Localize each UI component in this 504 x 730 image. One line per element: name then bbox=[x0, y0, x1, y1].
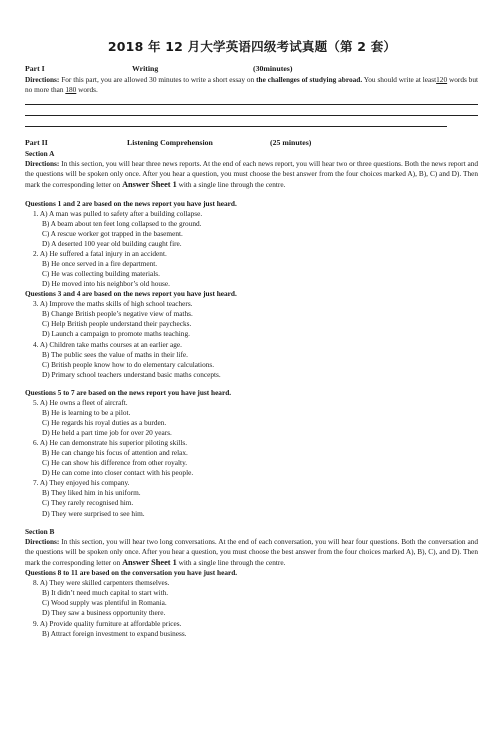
part-label: Part I bbox=[25, 64, 45, 73]
question-group-heading: Questions 5 to 7 are based on the news report you have just heard. bbox=[25, 387, 232, 397]
directions-text: words. bbox=[78, 85, 98, 95]
question-option: D) He can come into closer contact with his people. bbox=[42, 468, 194, 478]
directions-text: In this section, you will hear three news reports. At the end of each news report, you will hear two or three questions. Both the news report and the questions will be spoken only once. After you hear a question, you must choose the best answer from the four choices marked A), B), C) and D). Then mark the corresponding letter on bbox=[25, 159, 478, 190]
question-option: D) They saw a business opportunity there. bbox=[42, 608, 166, 618]
question-option: C) They rarely recognised him. bbox=[42, 498, 134, 508]
question-option: C) He was collecting building materials. bbox=[42, 269, 160, 279]
question-option: C) British people know how to do elementary calculations. bbox=[42, 359, 215, 369]
writing-directions bbox=[25, 75, 478, 95]
question-option: 4. A) Children take maths courses at an earlier age. bbox=[33, 339, 182, 349]
question-option: C) Help British people understand their paychecks. bbox=[42, 319, 192, 329]
question-option: B) He is learning to be a pilot. bbox=[42, 407, 131, 417]
essay-topic: the challenges of studying abroad. bbox=[256, 75, 363, 84]
part-name: Writing bbox=[132, 64, 159, 73]
question-option: C) Wood supply was plentiful in Romania. bbox=[42, 598, 167, 608]
question-option: B) A beam about ten feet long collapsed to the ground. bbox=[42, 218, 202, 228]
question-group-heading: Questions 8 to 11 are based on the conversation you have just heard. bbox=[25, 568, 238, 578]
directions-text: For this part, you are allowed 30 minutes to write a short essay on bbox=[61, 75, 255, 84]
question-option: C) He regards his royal duties as a burden. bbox=[42, 417, 167, 427]
directions-text: In this section, you will hear two long conversations. At the end of each conversation, you will hear four questions. Both the conversation and the questions will be spoken only once. After you hear a question, you must choose the best answer from the four choices marked A), B), C), and D). Then mark the corresponding letter on bbox=[25, 536, 478, 567]
question-group-heading: Questions 1 and 2 are based on the news report you have just heard. bbox=[25, 198, 237, 208]
question-option: B) He once served in a fire department. bbox=[42, 259, 158, 268]
part-1-header bbox=[25, 64, 478, 75]
directions-label: Directions: bbox=[25, 159, 60, 169]
section-b-label: Section B bbox=[25, 526, 55, 536]
section-a-directions bbox=[25, 159, 478, 191]
question-option: 1. A) A man was pulled to safety after a building collapse. bbox=[33, 208, 203, 218]
question-option: 7. A) They enjoyed his company. bbox=[33, 478, 130, 488]
question-option: D) A deserted 100 year old building caught fire. bbox=[42, 238, 182, 248]
question-option: D) They were surprised to see him. bbox=[42, 508, 145, 518]
section-b-directions bbox=[25, 537, 478, 569]
question-option: D) Primary school teachers understand basic maths concepts. bbox=[42, 369, 221, 379]
question-option: C) He can show his difference from other royalty. bbox=[42, 458, 188, 468]
directions-text: with a single line through the centre. bbox=[178, 557, 286, 567]
question-group-heading: Questions 3 and 4 are based on the news report you have just heard. bbox=[25, 289, 237, 299]
question-option: 6. A) He can demonstrate his superior piloting skills. bbox=[33, 438, 188, 448]
answer-sheet-ref: Answer Sheet 1 bbox=[122, 180, 177, 190]
section-a-label: Section A bbox=[25, 149, 55, 158]
question-option: C) A rescue worker got trapped in the basement. bbox=[42, 228, 183, 238]
part-label: Part II bbox=[25, 138, 48, 147]
question-option: D) Launch a campaign to promote maths teaching. bbox=[42, 329, 190, 339]
part-2-listening bbox=[25, 138, 478, 639]
question-option: B) Change British people’s negative view of maths. bbox=[42, 309, 193, 319]
part-2-header bbox=[25, 138, 478, 149]
directions-label: Directions: bbox=[25, 536, 60, 546]
question-option: B) He can change his focus of attention and relax. bbox=[42, 448, 188, 458]
writing-line bbox=[25, 126, 447, 127]
question-option: D) He moved into his neighbor’s old house. bbox=[42, 279, 170, 289]
question-option: 9. A) Provide quality furniture at affordable prices. bbox=[33, 618, 182, 628]
part-name: Listening Comprehension bbox=[127, 138, 213, 147]
part-time: (30minutes) bbox=[253, 64, 293, 73]
directions-text: You should write at least bbox=[363, 75, 437, 84]
question-option: B) It didn’t need much capital to start with. bbox=[42, 588, 169, 598]
min-words: 120 bbox=[436, 75, 448, 84]
max-words: 180 bbox=[65, 85, 77, 95]
part-1-writing bbox=[25, 64, 478, 95]
question-option: D) He held a part time job for over 20 years. bbox=[42, 428, 172, 437]
question-option: 3. A) Improve the maths skills of high school teachers. bbox=[33, 299, 193, 309]
writing-line bbox=[25, 104, 478, 105]
answer-sheet-ref: Answer Sheet 1 bbox=[122, 557, 177, 567]
question-option: 2. A) He suffered a fatal injury in an accident. bbox=[33, 248, 167, 258]
question-option: B) The public sees the value of maths in their life. bbox=[42, 349, 188, 359]
question-option: B) Attract foreign investment to expand business. bbox=[42, 628, 187, 638]
question-option: 8. A) They were skilled carpenters themselves. bbox=[33, 578, 170, 588]
document-title: 2018 年 12 月大学英语四级考试真题（第 2 套） bbox=[107, 39, 397, 54]
directions-text: with a single line through the centre. bbox=[178, 180, 286, 190]
question-option: B) They liked him in his uniform. bbox=[42, 488, 141, 498]
writing-line bbox=[25, 115, 478, 116]
directions-text: words but no more than bbox=[25, 75, 478, 95]
directions-label: Directions: bbox=[25, 75, 60, 84]
part-time: (25 minutes) bbox=[270, 138, 312, 147]
question-option: 5. A) He owns a fleet of aircraft. bbox=[33, 397, 128, 407]
